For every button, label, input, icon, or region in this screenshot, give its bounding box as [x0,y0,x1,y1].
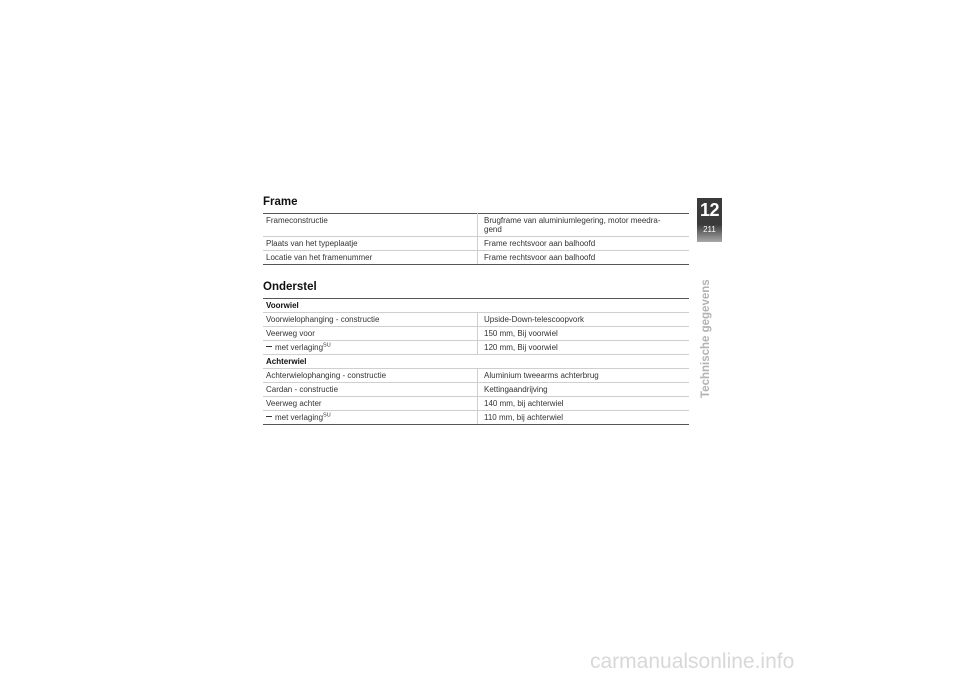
spec-label: Cardan - constructie [263,383,478,397]
section-title-frame: Frame [263,196,298,208]
dash-icon [266,416,272,417]
table-row [263,341,689,355]
table-row [263,327,689,341]
spec-value [478,214,690,237]
table-row [263,313,689,327]
spec-value: Upside-Down-telescoopvork [478,313,690,327]
subheading-row [263,355,689,369]
spec-label: Achterwielophanging - constructie [263,369,478,383]
spec-label [263,411,478,425]
frame-spec-table [263,213,689,265]
chapter-side-title: Technische gegevens [700,279,712,398]
spec-label-text: met verlaging [275,413,324,422]
table-row [263,214,689,237]
spec-label: Veerweg achter [263,397,478,411]
spec-label [263,341,478,355]
spec-value: Aluminium tweearms achterbrug [478,369,690,383]
table-row [263,383,689,397]
spec-label: Voorwielophanging - constructie [263,313,478,327]
spec-value: 110 mm, bij achterwiel [478,411,690,425]
chapter-number: 12 [699,200,720,220]
spec-value: 150 mm, Bij voorwiel [478,327,690,341]
subheading-achterwiel: Achterwiel [263,355,689,369]
watermark-text: carmanualsonline.info [590,650,795,673]
table-row [263,369,689,383]
spec-label: Veerweg voor [263,327,478,341]
table-row [263,411,689,425]
spec-label-text: met verlaging [275,343,324,352]
subheading-row [263,299,689,313]
spec-value: Frame rechtsvoor aan balhoofd [478,237,690,251]
su-superscript: SU [323,412,331,419]
table-row [263,251,689,265]
spec-value: Kettingaandrijving [478,383,690,397]
spec-label: Frameconstructie [263,214,478,237]
spec-value-line2: gend [484,225,502,234]
spec-value: 140 mm, bij achterwiel [478,397,690,411]
chapter-badge [697,198,722,242]
section-title-onderstel: Onderstel [263,281,317,293]
spec-label: Locatie van het framenummer [263,251,478,265]
spec-value: 120 mm, Bij voorwiel [478,341,690,355]
onderstel-spec-table [263,298,689,425]
table-row [263,397,689,411]
su-superscript: SU [323,342,331,349]
subheading-voorwiel: Voorwiel [263,299,689,313]
spec-value-line1: Brugframe van aluminiumlegering, motor meedra- [484,216,661,225]
page-number: 211 [703,225,716,234]
dash-icon [266,346,272,347]
table-row [263,237,689,251]
spec-label: Plaats van het typeplaatje [263,237,478,251]
spec-value: Frame rechtsvoor aan balhoofd [478,251,690,265]
